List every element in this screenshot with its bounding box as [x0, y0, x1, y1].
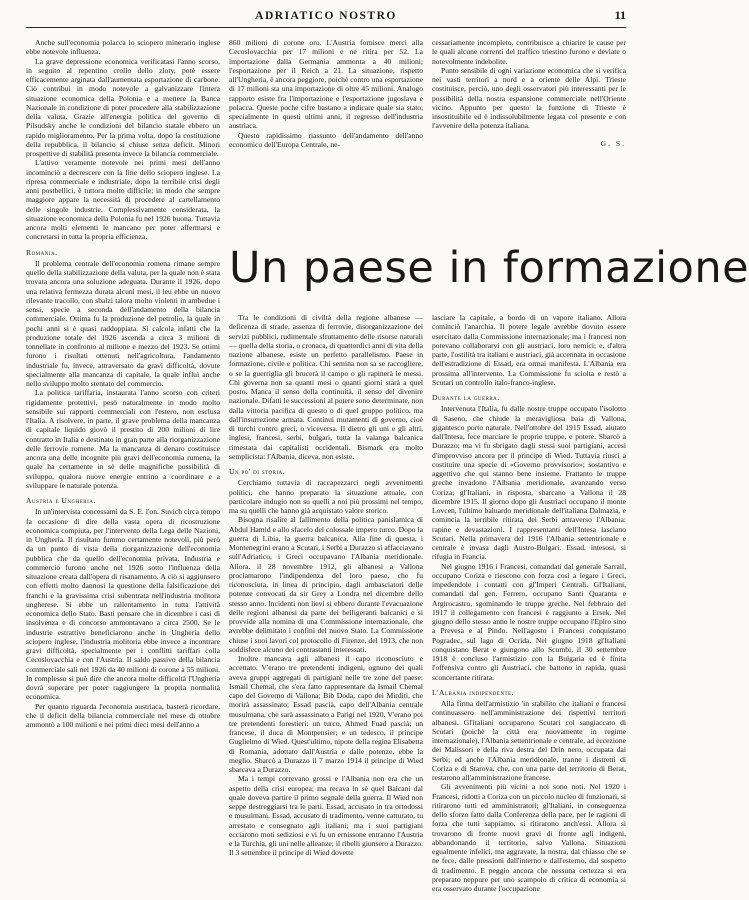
section-heading-indipendente: L'Albania indipendente. [432, 687, 515, 697]
column-1 [26, 38, 220, 886]
section-heading-guerra: Durante la guerra. [432, 393, 500, 402]
page-number: 11 [614, 8, 626, 22]
paragraph: Gli avvenimenti più vicini a noi sono noti. Nel 1920 i Francesi, ridotti a Coriza con un piccolo nucleo di funzionari, si ritirarono tutti ed amministratori; gl'Italiani, in conseguenza dello sforzo fatto dalla Conferenza della pace, per le ragioni di forza che tutti sappiamo, si ritirarono anch'essi. Allora si trovarono di fronte nuovi gravi di fronte agli indigeni, abbandonando il territorio, salvo Vallona. Situazioni egualmente infelici, ma aggravate, la nostra, dal chiasso che se ne fece, dalle pressioni dall'interno e dall'esterno, dal sospetto di tradimento. E peggio ancora che nessuna certezza si era preparato neppure per uno scampolo di critica di economia si era osservato durante l'occupazione [432, 782, 627, 893]
paragraph: La politica tariffaria, instaurata l'anno scorso con criteri rigidamente protettivi, pesò naturalmente in modo molto sensibile sui rapporti commerciali con l'estero, non esclusa l'Italia. A risolvere, in parte, il grave problema della mancanza di capitale liquido giovò il prestito di 200 milioni di lire contratto in Italia e destinato in gran parte alla riorganizzazione delle ferrovie romene. Ma la mancanza di denaro costituisce ancora una delle incognite più gravi dell'economia rumena, la quale ha certamente in sè delle magnifiche possibilità di sviluppo, qualora nuove energie entrino a coordinare e a sviluppare le naturale potenza. [26, 388, 220, 490]
section-heading-romania: Romania. [26, 247, 58, 257]
paragraph: Anche sull'economia polacca lo sciopero minerario inglese ebbe notevole influenza. [26, 38, 220, 57]
paragraph: La grave depressione economica verificatasi l'anno scorso, in seguito al repentino crollo dello zloty, potè essere efficacemente arginata dall'aumentata esportazione di carbone. Ciò contribuì in modo notevole a galvanizzare l'intera situazione economica della Polonia e a mettere la Banca Nazionale in condizione di poter procedere alla stabilizzazione della valuta. Grazie all'energia politica del governo di Pilsudsky anche le condizioni del bilancio statale ebbero un rapido miglioramento. Per la prima volta, dopo la costituzione della repubblica, il bilancio si chiuse senza deficit. Minori prospettive di stabilità presenta invece la bilancia commerciale. [26, 56, 220, 158]
paragraph: Tra le condizioni di civiltà della regione albanese — deficenza di strade, assenza di ferrovie, disorganizzazione dei servizi pubblici, rudimentale sfruttamento delle risorse naturali — quella della storia, o cronaca, di quattordici anni di vita della nazione albanese, esiste un perfetto parallelismo. Paese in formazione, civile e politica. Chi semina non sa se raccogliere, o se la guerriglia gli brucerà il campo o gli rapinerà le messi. Chi governa non sa quanti mesi o quanti giorni starà a quel posto. Manca il senso della continuità, il senso del divenire nazionale. Difatti le successioni al potere sono determinate, non dalla vittoria pacifica di questo o di quel gruppo politico, ma dall'insurrezione armata. Continui mutamenti di governo, cioè di turchi contro greci, o viceversa. Il dietro gli uni e gli altri, inglesi, francesi, serbi, bulgari, tutta la valanga balcanica rimestata dai capitalisti occidentali. Bismark era molto semplicista: l'Albania, diceva, non esiste. [229, 313, 423, 461]
paragraph: Per quanto riguarda l'economia austriaca, basterà ricordare, che il deficit della bilancia commerciale nel mese di ottobre ammontò a 100 milioni e nei primi dieci mesi dell'anno a [26, 701, 220, 729]
paragraph: Il problema centrale dell'economia romena rimane sempre quello della stabilizzazione della valuta, per la quale non è stata trovata ancora una soluzione adeguata. Durante il 1926, dopo una relativa fermezza durata alcuni mesi, il leu ebbe un nuovo rilevante tracollo, con sbalzi talora molto violenti in ambedue i sensi, specie a seconda dell'andamento della bilancia commerciale. Ottima fu la produzione del petrolio, la quale in pochi anni si è quasi raddoppiata. Si calcola infatti che la produzione totale del 1926 ascenda a circa 3 milioni di tonnellate in confronto al milione e mezzo del 1923. Se ottimi furono i risultati ottenuti nell'agricoltura, l'andamento industriale fu, invece, attraversato da gravi difficoltà, dovute specialmente alla mancanza di capitale, la quale influì anche nello sviluppo molto stentato del commercio. [26, 258, 220, 388]
paragraph: lasciare la capitale, a bordo di un vapore italiano. Allora cominciò l'anarchia. Il potere legale avrebbe dovuto essere esercitato dalla Commissione internazionale; ma i francesi non potevano collaborarvi con gli austriaci, loro nemici; e, d'altra parte, l'ostilità tra italiani e austriaci, già accennata in occasione dell'estradizione di Essad, era ormai manifesta. L'Albania era prossima all'intervento. La Commissione fu sciolta e restò a Scutari un controllo italo-franco-inglese. [432, 313, 626, 387]
paragraph: In un'intervista concessami da S. E. l'on. Suvich circa tempo fa occasione di dire della vasta opera di ricostruzione economica compiuta, per l'intervento della Lega delle Nazioni, in Ungheria. Il risultato fummo certamente notevoli, più però da un punto di vista della riorganizzazione dell'economia pubblica che da quello dell'economia privata. Industria e commercio furono anche nel 1926 sotto l'influenza della situazione creata dall'opera di risanamento. A ciò si aggiunsero con effetti molto dannosi la questione della falsificazione dei franchi e la gravissima crisi subentrata nell'industria molitora ungherese. Si ebbe un rallentamento in tutta l'attività economica dello Stato. Basti pensare che in dicembre i casi di insolvenza e di concorso ammontavano a circa 2500. Se le industrie estrattive beneficiarono anche in Ungheria dello sciopero inglese, l'industria molitoria ebbe invece a incontrare gravi difficoltà, specialmente per i conflitti tariffari colla Cecoslovacchia e con l'Austria. Il saldo passivo della bilancia commerciale sali nel 1926 da 40 milioni di corone a 55 milioni. In complesso si può dire che ancora molte difficoltà l'Ungheria dovrà superare per poter raggiungere la propria normalità economica. [26, 507, 220, 702]
paragraph: 860 milioni di corone oro. L'Austria fornisce merci alla Cecoslovacchia per 17 milioni e ne ritira per 52. La importazione dalla Germania ammonta a 40 milioni; l'esportazione per il Reich a 21. La situazione, rispetto all'Ungheria, è ancora peggiore, poichè contro una esportazione di 17 milioni sta una importazione di oltre 45 milioni. Analogo rapporto esiste fra l'importazione e l'esportazione jugoslava e polacca. Queste poche cifre bastano a indicare quale sia stato, specialmente in questi ultimi anni, il regresso dell'industria austriaca. [229, 38, 423, 131]
column-2-top [229, 38, 423, 247]
section-heading-austria: Austria e Ungheria. [26, 496, 96, 505]
magazine-title: ADRIATICO NOSTRO [255, 10, 397, 22]
paragraph: cessariamente incompleto, contribuisce a chiarire le cause per le quali alcune correnti del traffico triestino furono e deviate o notevolmente indebolite. [432, 38, 626, 66]
paragraph: Cerchiamo tuttavia di raccapezzarci negli avvenimenti politici, che hanno preparato la situazione attuale, con particolare indugio non su quelli a noi più prossimi nel tempo, ma su quelli che hanno già acquistato valore storico. [229, 478, 423, 515]
article-headline: Un paese in formazione [229, 243, 749, 293]
column-3-article [432, 313, 626, 893]
author-signature: G. S. [600, 138, 626, 148]
column-2-article [229, 313, 423, 893]
paragraph: Bisogna risalire al fallimento della politica panislamica di Abdul Hamid e allo sfacelo del colossale impero turco. Dopo la guerra di Libia, la guerra balcanica. Alla fine di questa, i Montenegrini erano a Scutari, i Serbi a Durazzo si affacciavano sull'Adriatico, i Greci occupavano l'Albania meridionale. Allora, il 28 novembre 1912, gli albanesi a Vallona proclamarono l'indipendenza del loro paese, che fu riconosciuta, in linea di principio, dagli ambasciatori delle potenze convocati da sir Grey a Londra nel dicembre dello stesso anno. Incidenti non lievi si ebbero durante l'evacuazione delle regioni albanesi da parte dei belligeranti balcanici e si provvide alla nomina di una Commissione internazionale, che avrebbe delimitato i confini del nuovo Stato. La Commissione chiuse i suoi lavori col protocollo di Firenze, del 1913, che non soddisfece alcuno dei contrastanti interessati. [229, 515, 423, 654]
paragraph: Inoltre mancava agli albanesi il capo riconosciuto e accettato. V'erano tre pretendenti indigeni, ognuno dei quali aveva gruppi aggregati di partigiani nelle tre zone del paese: Ismail Chemal, che s'era fatto rappresentare da Ismail Chemal capo del Governo di Vallona; Bib Doda, capo dei Mirditi, che morirà assassinato; Essad pascià, capo dell'Albania centrale musulmana, che sarà assassinato a Parigi nel 1920. V'erano poi tre pretendenti forestieri: un turco, Ahmed Fuad pascià; un francese, il duca di Montpensier; e un tedesco, il principe Guglielmo di Wied. Quest'ultimo, nipote della regina Elisabetta di Romania, adottato dall'Austria e dalle potenze, ebbe la meglio. Sbarcò a Durazzo il 7 marzo 1914 il principe di Wied sbarcava a Durazzo. [229, 654, 423, 774]
paragraph: Punto sensibile di ogni variazione economica che si verifica nei vasti territori a nord e a oriente delle Alpi. Trieste costituisce, perciò, uno degli osservatori più interessanti per le possibilità della nostra espansione commerciale nell'Oriente vicino. Appunto per questo la funzione di Trieste è insostituibile ed è indissolubilmente legata col presente e con l'avvenire della potenza italiana. [432, 65, 626, 131]
paragraph: Intervenuta l'Italia, fu dalle nostre truppe occupato l'isolotto di Saseno, che chiude la meravigliosa baia di Vallona, gigantesco porto naturale. Nell'ottobre del 1915 Essad, aiutato dall'Intesa, fece marciare le proprie truppe, e potere. Sbarcò a Durazzo; ma vi fu sbrigato dagli stessi suoi partigiani, accesi d'improvviso ancora per il principe di Wied. Tuttavia riuscì a costituire una specie di «Governo provvisorio»; sostantivo e aggettivo che qui stanno bene insieme. Frattanto le truppe greche invadono l'Albania meridionale, avanzando verso Coriza; gl'Italiani, in risposta, sbarcano a Vallona il 28 dicembre 1915. Il giorno dopo gli Austriaci occupano il monte Lovcen, l'ultimo baluardo meridionale dell'italiana Dalmazia, e comincia la terribile ritirata dei Serbi attraverso l'Albania: rapine e devastazioni. I rappresentanti dell'Intesa lasciano Scutari. Nella primavera del 1916 l'Albania settentrionale e centrale è invasa dagli Austro-Bulgari. Essad, intesosi, si rifugia in Francia. [432, 404, 626, 562]
paragraph: Ma i tempi correvano grossi e l'Albania non era che un aspetto della crisi europea; ma recava in sè quel Balcani dal quale doveva partire il primo segnale della guerra. Il Wied non seppe destreggiarsi tra le parti. Essad, accusato in tra ortodossi e musulmani. Essad, accusato di tradimento, venne catturato, tu arrestato e consegnato agli italiani; ma i suoi partigiani ecciarono moti sediziosi e vi fu un ernissone entranno l'Austria e la Turchia, gli uni nelle alleanze; il ribelli giunsero a Durazzo. Il 3 settembre il principe di Wied dovette [229, 774, 423, 858]
page-header [26, 7, 626, 31]
section-heading-storia: Un po' di storia. [229, 467, 286, 476]
paragraph: L'attivo veramente notevole nei primi mesi dell'anno incominciò a decrescere con la fine dello sciopero inglese. La ripresa commerciale e industriale, dopo la terribile crisi degli anni postbellici, è tuttora molto difficile; in modo che sempre maggiore appare la necessità di procedere al cartellamento delle singole industrie. Complessivamente considerata, la situazione economica della Polonia fu nel 1926 buona. Tuttavia ancora molti elementi le mancano per poter affermarsi e concretarsi in tutta la propria efficienza. [26, 158, 220, 242]
column-3-top [432, 38, 626, 255]
paragraph: Alla firma dell'armistizio 'in stabilito che italiani e francesi continuassero nell'amministrazione dei rispettivi territori albanesi. Gl'italiani occuparono Scutari col sangiaccato di Scutari (poichè la città era nuovamente in regime internazionale), l'Albania settentrionale e centrale, ad eccezione dei Malissori e della riva destra del Drin nero, occupata dai Serbi; ed anche l'Albania meridionale, tranne i distretti di Coriza e di Starova, che, con una parte del territorio di Berat, restarono all'amministrazione francese. [432, 699, 626, 782]
header-rule [26, 27, 626, 28]
paragraph: Questo rapidissimo riassunto dell'andamento dell'anno economico dell'Europa Centrale, ne- [229, 130, 423, 149]
paragraph: Nel giugno 1916 i Francesi, comandati dal generale Sarrail, occupano Coriza e riescono con forza così a legare i Greci, impedendole i contatti con gl'Imperi Centrali. Gl'Italiani, comandati dal gen. Ferrero, occupano Santi Quaranta e Argirocastro, sgominando le truppe greche. Nel febbraio del 1917 il collegamento con francesi è raggiunto a Ersek. Nel giugno dello stesso anno le nostre truppe occupano l'Epiro sino a Prevesa e al Pindo. Nell'agosto i Francesi conquistano Pogradec, sul lago di Ocrida. Nel giugno 1918 gl'Italiani conquistano Berat e giungono allo Scumbi, il 30 settembre 1918 è concluso l'armistizio con la Bulgaria ed è finita l'offensiva contro gli Austriaci, che battono in rapida, quasi sconcertante ritirata. [432, 561, 626, 682]
